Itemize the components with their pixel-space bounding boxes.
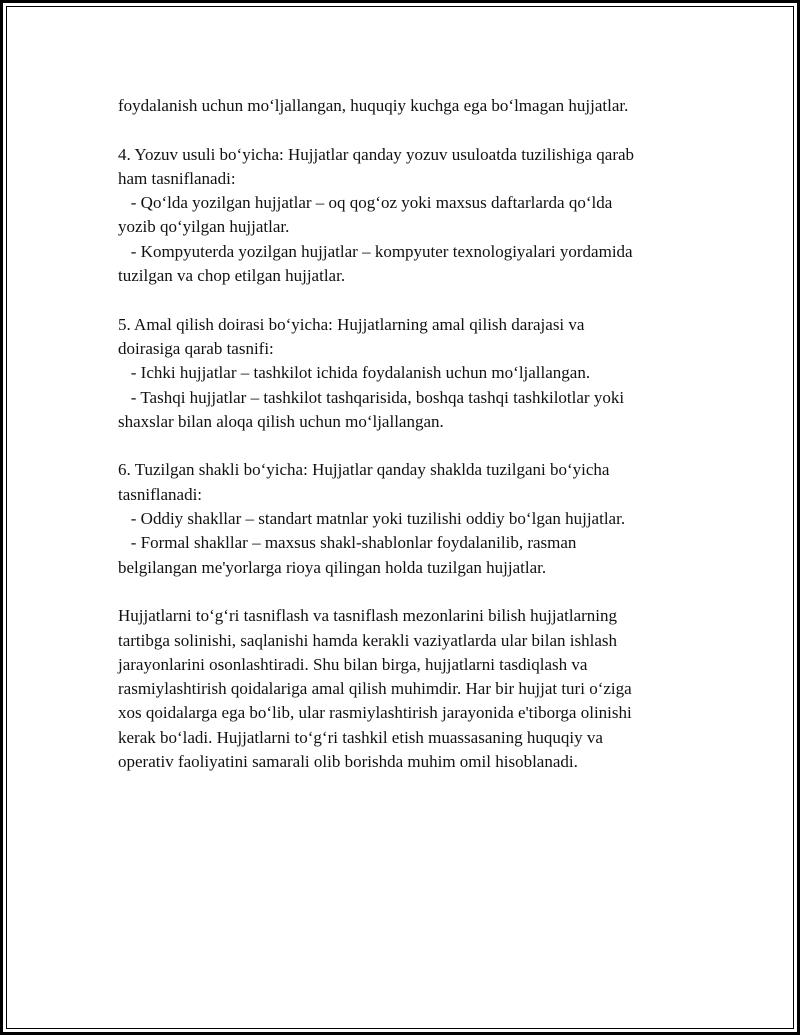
- paragraph-gap: [118, 288, 718, 312]
- paragraph-gap: [118, 580, 718, 604]
- text-line: rasmiylashtirish qoidalariga amal qilish muhimdir. Har bir hujjat turi o‘ziga: [118, 679, 632, 699]
- text-line: - Formal shakllar – maxsus shakl-shablonlar foydalanilib, rasman: [118, 533, 577, 553]
- text-line: tasniflanadi:: [118, 484, 203, 504]
- text-line: jarayonlarini osonlashtiradi. Shu bilan birga, hujjatlarni tasdiqlash va: [118, 654, 588, 674]
- paragraph-gap: [118, 118, 718, 142]
- text-line: tuzilgan va chop etilgan hujjatlar.: [118, 266, 346, 286]
- text-line: 6. Tuzilgan shakli bo‘yicha: Hujjatlar qanday shaklda tuzilgani bo‘yicha: [118, 460, 610, 480]
- text-line: doirasiga qarab tasnifi:: [118, 338, 274, 358]
- text-line: - Qo‘lda yozilgan hujjatlar – oq qog‘oz yoki maxsus daftarlarda qo‘lda: [118, 193, 613, 213]
- text-line: yozib qo‘yilgan hujjatlar.: [118, 217, 290, 237]
- text-line: - Kompyuterda yozilgan hujjatlar – kompyuter texnologiyalari yordamida: [118, 241, 633, 261]
- text-line: - Tashqi hujjatlar – tashkilot tashqarisida, boshqa tashqi tashkilotlar yoki: [118, 387, 625, 407]
- text-line: 5. Amal qilish doirasi bo‘yicha: Hujjatlarning amal qilish darajasi va: [118, 314, 585, 334]
- text-line: shaxslar bilan aloqa qilish uchun mo‘ljallangan.: [118, 411, 444, 431]
- text-line: Hujjatlarni to‘g‘ri tasniflash va tasniflash mezonlarini bilish hujjatlarning: [118, 606, 618, 626]
- text-line: - Ichki hujjatlar – tashkilot ichida foydalanish uchun mo‘ljallangan.: [118, 363, 591, 383]
- text-line: tartibga solinishi, saqlanishi hamda kerakli vaziyatlarda ular bilan ishlash: [118, 630, 618, 650]
- text-line: xos qoidalarga ega bo‘lib, ular rasmiylashtirish jarayonida e'tiborga olinishi: [118, 703, 632, 723]
- paragraph-gap: [118, 434, 718, 458]
- text-line: operativ faoliyatini samarali olib borishda muhim omil hisoblanadi.: [118, 752, 578, 772]
- text-line: belgilangan me'yorlarga rioya qilingan holda tuzilgan hujjatlar.: [118, 557, 547, 577]
- text-line: ham tasniflanadi:: [118, 168, 236, 188]
- text-line: foydalanish uchun mo‘ljallangan, huquqiy kuchga ega bo‘lmagan hujjatlar.: [118, 96, 629, 115]
- text-line: kerak bo‘ladi. Hujjatlarni to‘g‘ri tashkil etish muassasaning huquqiy va: [118, 727, 603, 747]
- text-line: 4. Yozuv usuli bo‘yicha: Hujjatlar qanday yozuv usuloatda tuzilishiga qarab: [118, 144, 635, 164]
- text-line: - Oddiy shakllar – standart matnlar yoki tuzilishi oddiy bo‘lgan hujjatlar.: [118, 509, 626, 529]
- document-body: [118, 94, 718, 774]
